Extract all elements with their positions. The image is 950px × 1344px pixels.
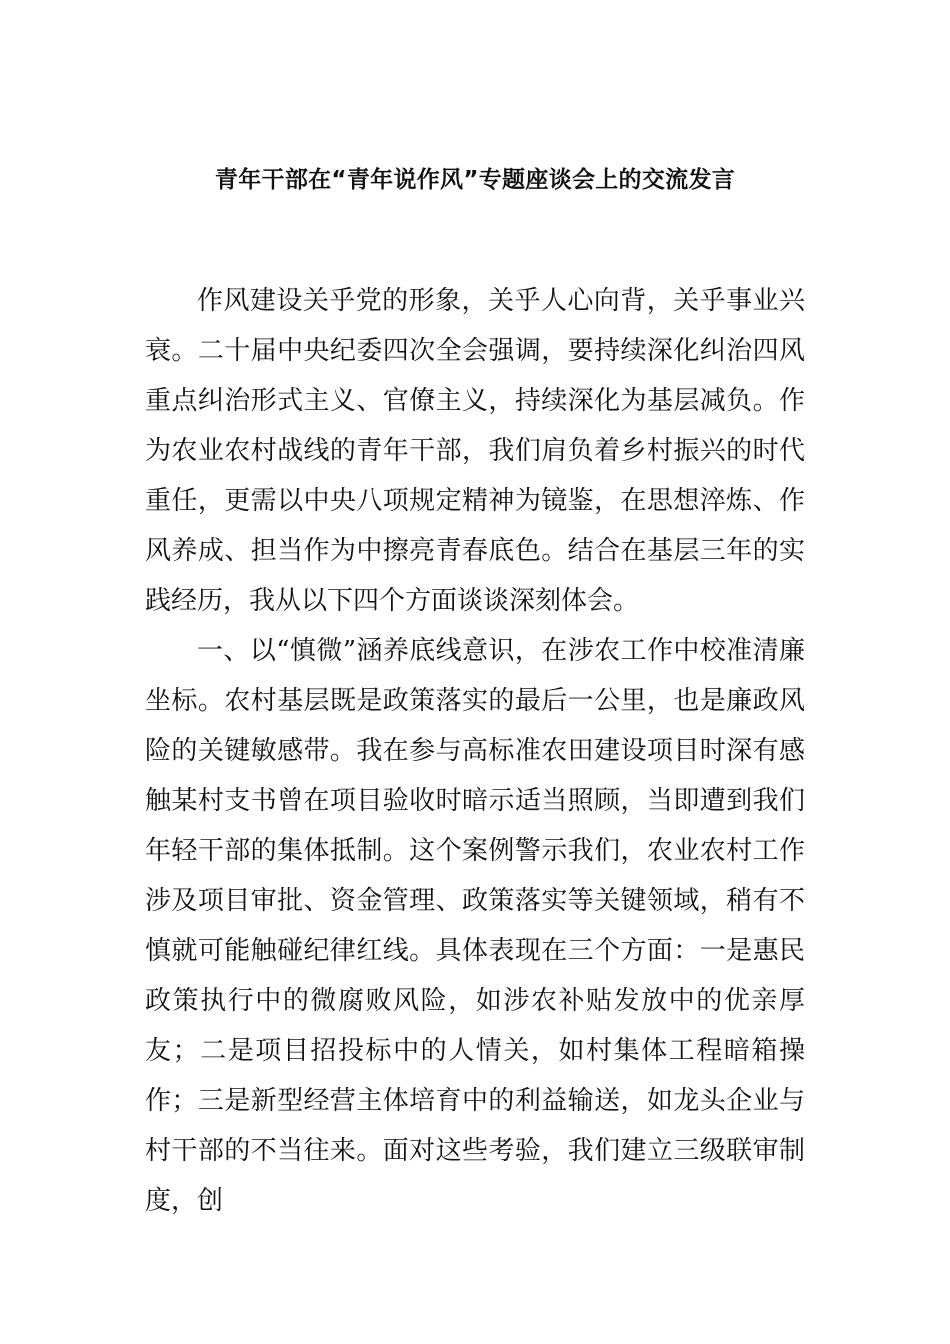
document-body: [145, 276, 805, 1226]
paragraph-section-one: 一、以“慎微”涵养底线意识，在涉农工作中校准清廉坐标。农村基层既是政策落实的最后一公里，也是廉政风险的关键敏感带。我在参与高标准农田建设项目时深有感触某村支书曾在项目验收时暗示适当照顾，当即遭到我们年轻干部的集体抵制。这个案例警示我们，农业农村工作涉及项目审批、资金管理、政策落实等关键领域，稍有不慎就可能触碰纪律红线。具体表现在三个方面：一是惠民政策执行中的微腐败风险，如涉农补贴发放中的优亲厚友；二是项目招投标中的人情关，如村集体工程暗箱操作；三是新型经营主体培育中的利益输送，如龙头企业与村干部的不当往来。面对这些考验，我们建立三级联审制度，创: [145, 636, 805, 1216]
paragraph-intro: 作风建设关乎党的形象，关乎人心向背，关乎事业兴衰。二十届中央纪委四次全会强调，要持续深化纠治四风重点纠治形式主义、官僚主义，持续深化为基层减负。作为农业农村战线的青年干部，我们肩负着乡村振兴的时代重任，更需以中央八项规定精神为镜鉴，在思想淬炼、作风养成、担当作为中擦亮青春底色。结合在基层三年的实践经历，我从以下四个方面谈谈深刻体会。: [145, 286, 805, 616]
document-title: 青年干部在“青年说作风”专题座谈会上的交流发言: [214, 167, 736, 193]
